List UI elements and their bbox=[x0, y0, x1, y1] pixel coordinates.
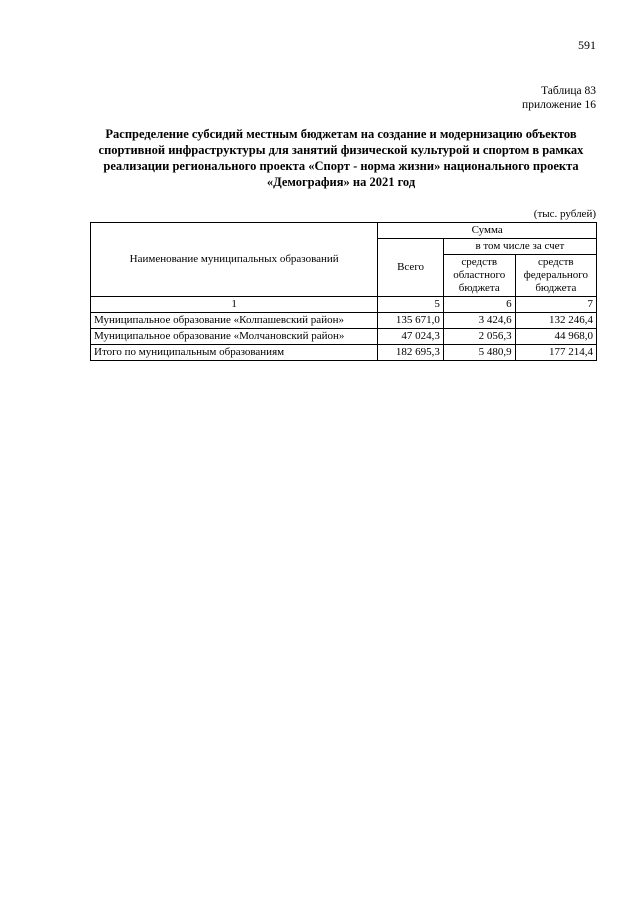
table-row bbox=[91, 313, 597, 329]
header-row-1 bbox=[91, 223, 597, 239]
units-label: (тыс. рублей) bbox=[533, 208, 596, 220]
col-number: 5 bbox=[378, 297, 443, 313]
document-title: Распределение субсидий местным бюджетам на создание и модернизацию объектов спортивной инфраструктуры для занятий физической культурой и спортом в рамках реализации регионального проекта «Спорт - норма жизни» национального проекта «Демография» на 2021 год bbox=[98, 127, 584, 189]
total-value: 47 024,3 bbox=[378, 329, 443, 345]
federal-value: 44 968,0 bbox=[515, 329, 596, 345]
municipality-name: Муниципальное образование «Колпашевский район» bbox=[91, 313, 378, 329]
regional-value: 3 424,6 bbox=[443, 313, 515, 329]
municipality-name: Муниципальное образование «Молчановский район» bbox=[91, 329, 378, 345]
table-row bbox=[91, 329, 597, 345]
totals-total: 182 695,3 bbox=[378, 345, 443, 361]
total-value: 135 671,0 bbox=[378, 313, 443, 329]
regional-value: 2 056,3 bbox=[443, 329, 515, 345]
table-reference bbox=[522, 84, 596, 112]
header-including: в том числе за счет bbox=[443, 239, 596, 255]
col-number: 1 bbox=[91, 297, 378, 313]
federal-value: 132 246,4 bbox=[515, 313, 596, 329]
appendix-label: приложение 16 bbox=[522, 99, 596, 111]
header-name: Наименование муниципальных образований bbox=[91, 223, 378, 297]
col-number: 7 bbox=[515, 297, 596, 313]
totals-label: Итого по муниципальным образованиям bbox=[91, 345, 378, 361]
subsidy-table bbox=[90, 222, 597, 361]
totals-row bbox=[91, 345, 597, 361]
totals-regional: 5 480,9 bbox=[443, 345, 515, 361]
page-number: 591 bbox=[578, 38, 596, 52]
header-total: Всего bbox=[378, 239, 443, 297]
header-sum: Сумма bbox=[378, 223, 597, 239]
totals-federal: 177 214,4 bbox=[515, 345, 596, 361]
header-federal: средств федерального бюджета bbox=[515, 255, 596, 297]
table-label: Таблица 83 bbox=[541, 85, 596, 97]
header-regional: средств областного бюджета bbox=[443, 255, 515, 297]
column-number-row bbox=[91, 297, 597, 313]
col-number: 6 bbox=[443, 297, 515, 313]
